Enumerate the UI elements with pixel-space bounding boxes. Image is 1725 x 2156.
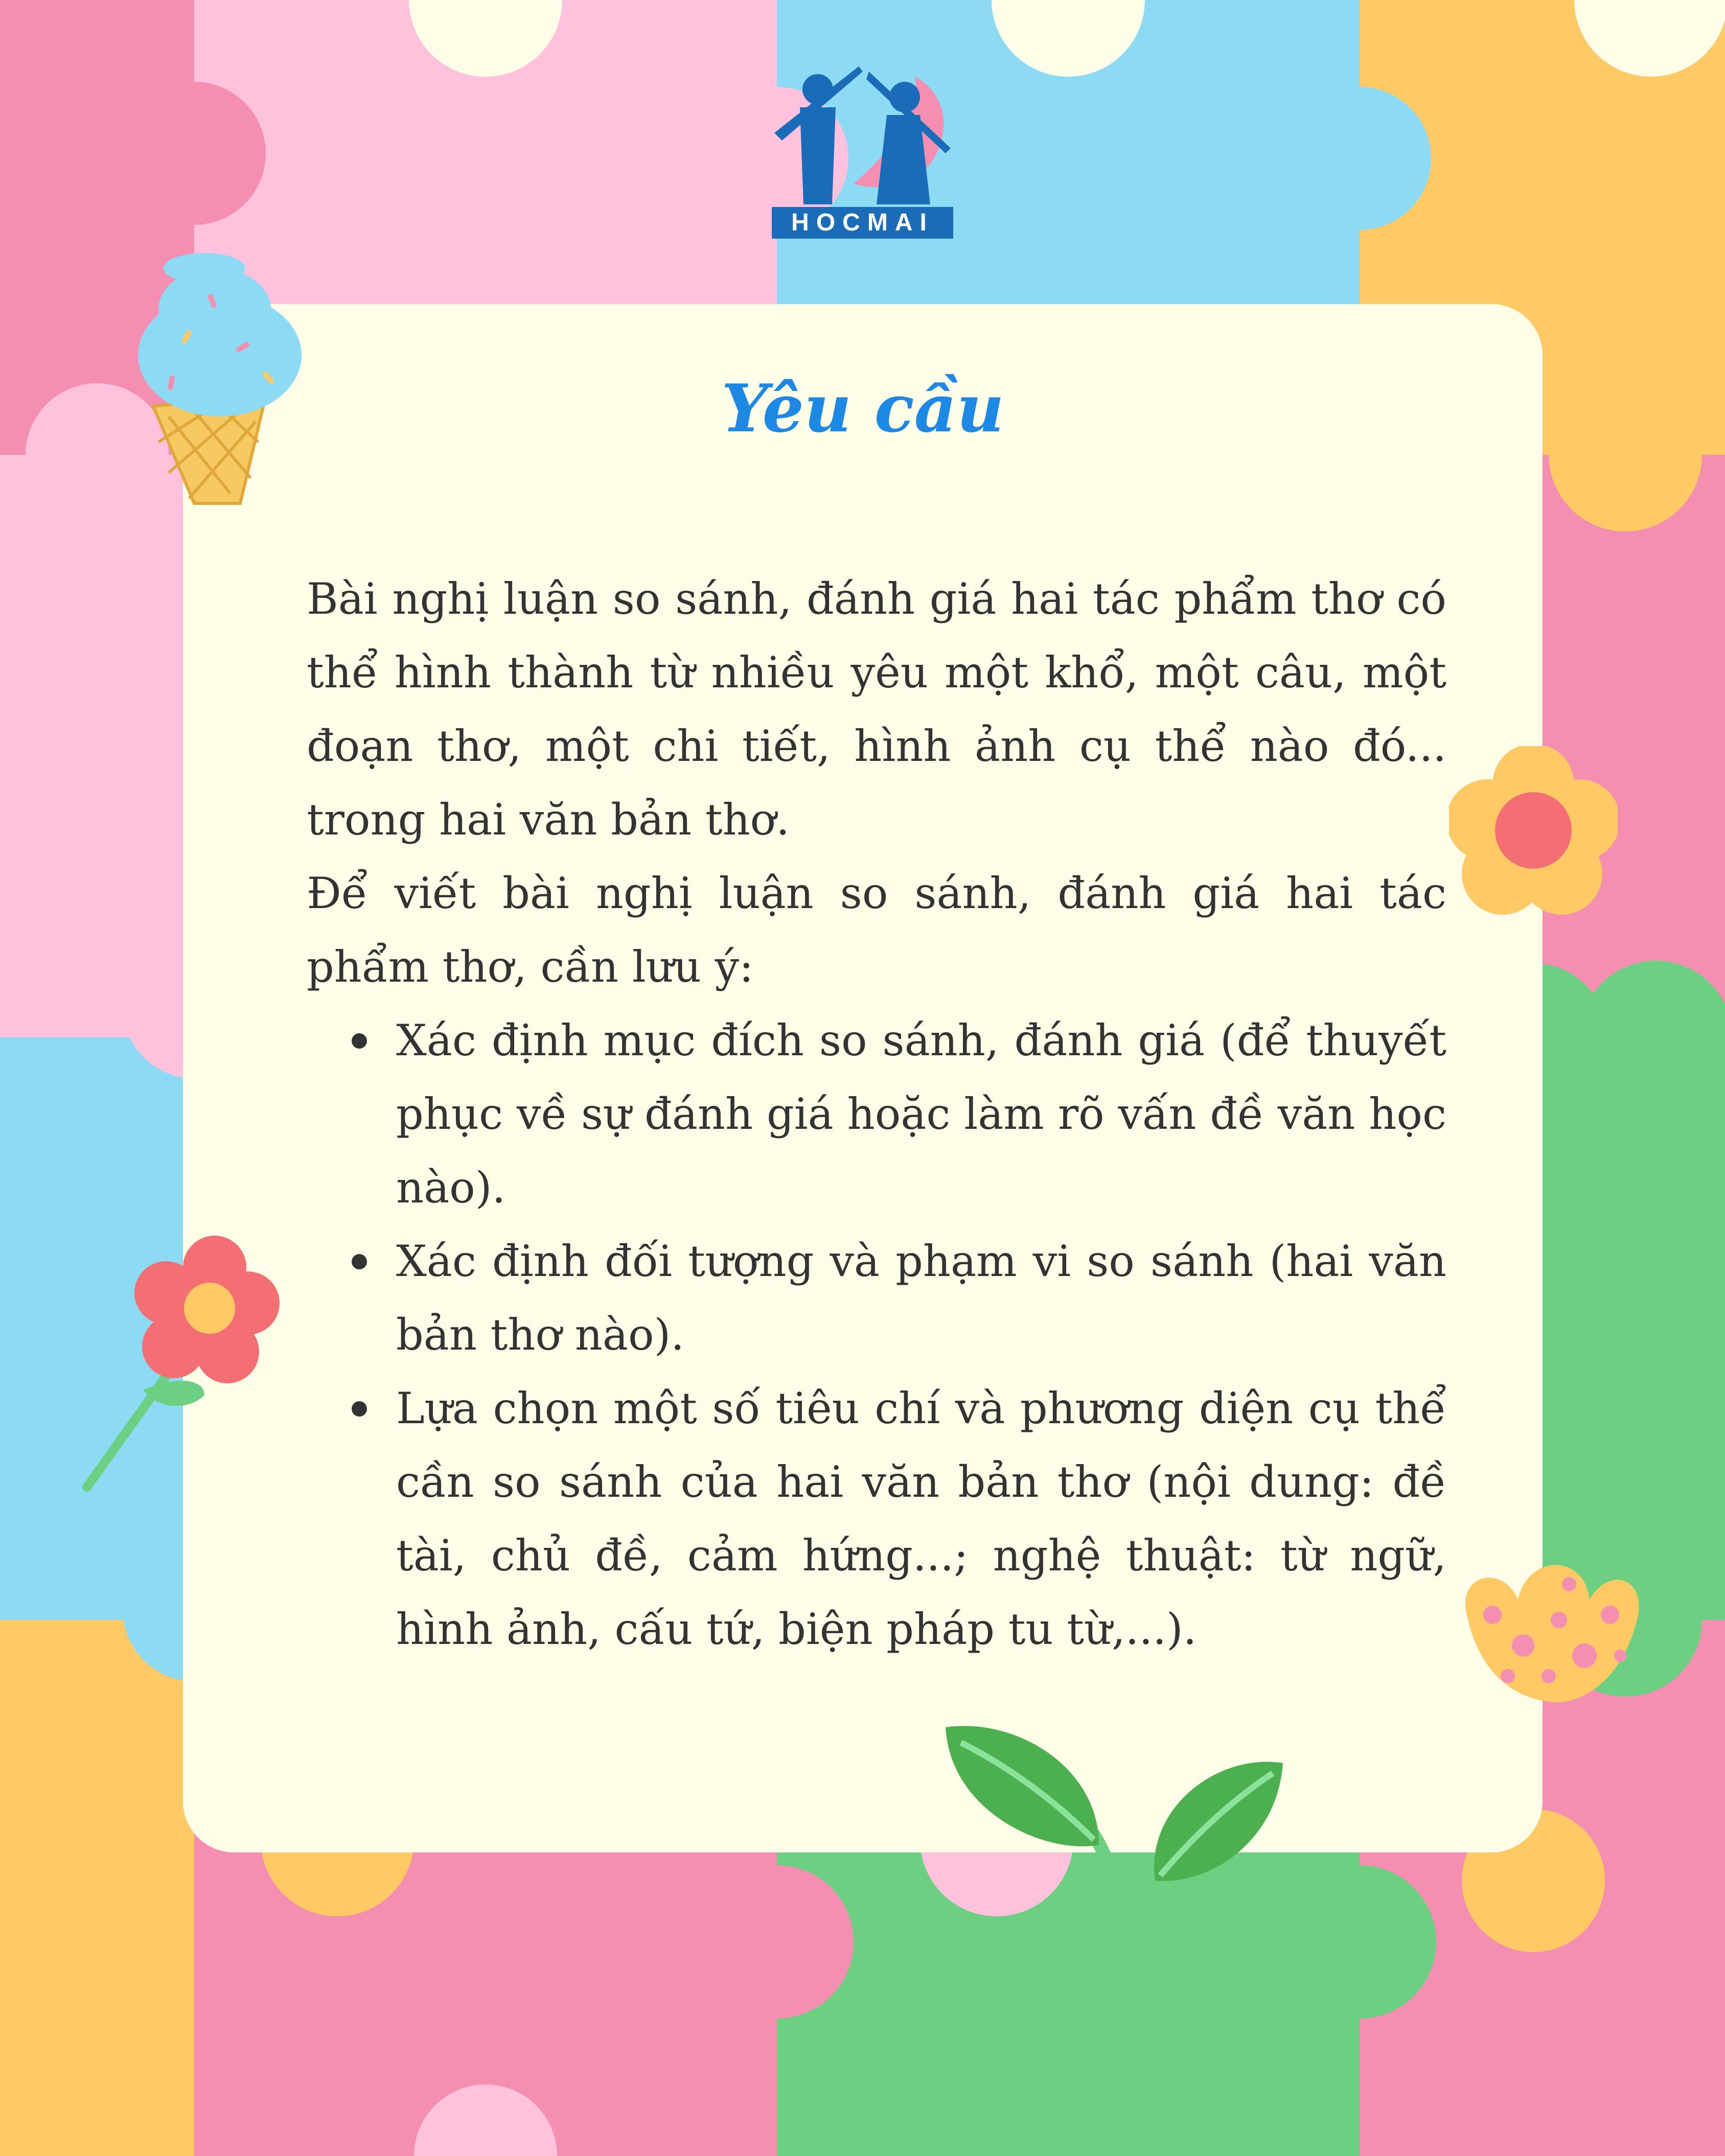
- sprout-icon: [940, 1722, 1288, 1988]
- red-flower-icon: [77, 1226, 281, 1492]
- orange-flower-icon: [1449, 746, 1618, 915]
- list-item-text: Lựa chọn một số tiêu chí và phương diện cụ thể cần so sánh của hai văn bản thơ (nội dung: đề tài, chủ đề, cảm hứng...; nghệ thuật: từ ngữ, hình ảnh, cấu tứ, biện pháp tu từ,...).: [396, 1383, 1446, 1654]
- card-content: [307, 562, 1446, 1666]
- note-paragraph: Để viết bài nghị luận so sánh, đánh giá hai tác phẩm thơ, cần lưu ý:: [307, 868, 1446, 992]
- bullet-dot: [352, 1401, 367, 1417]
- intro-paragraph: Bài nghị luận so sánh, đánh giá hai tác phẩm thơ có thể hình thành từ nhiều yêu một khổ, một câu, một đoạn thơ, một chi tiết, hình ảnh cụ thể nào đó... trong hai văn bản thơ.: [307, 574, 1446, 845]
- list-item-text: Xác định mục đích so sánh, đánh giá (để thuyết phục về sự đánh giá hoặc làm rõ vấn đề văn học nào).: [396, 1015, 1446, 1213]
- requirement-list: [307, 1004, 1446, 1666]
- list-item: [307, 1224, 1446, 1372]
- bullet-dot: [352, 1254, 367, 1269]
- list-item: [307, 1372, 1446, 1666]
- list-item: [307, 1004, 1446, 1224]
- speckled-flower-icon: [1452, 1543, 1646, 1707]
- card-title: Yêu cầu: [721, 370, 1004, 447]
- ice-cream-icon: [138, 253, 312, 508]
- list-item-text: Xác định đối tượng và phạm vi so sánh (hai văn bản thơ nào).: [396, 1236, 1446, 1360]
- logo-wordmark: HOCMAI: [772, 207, 953, 239]
- bullet-dot: [352, 1033, 367, 1049]
